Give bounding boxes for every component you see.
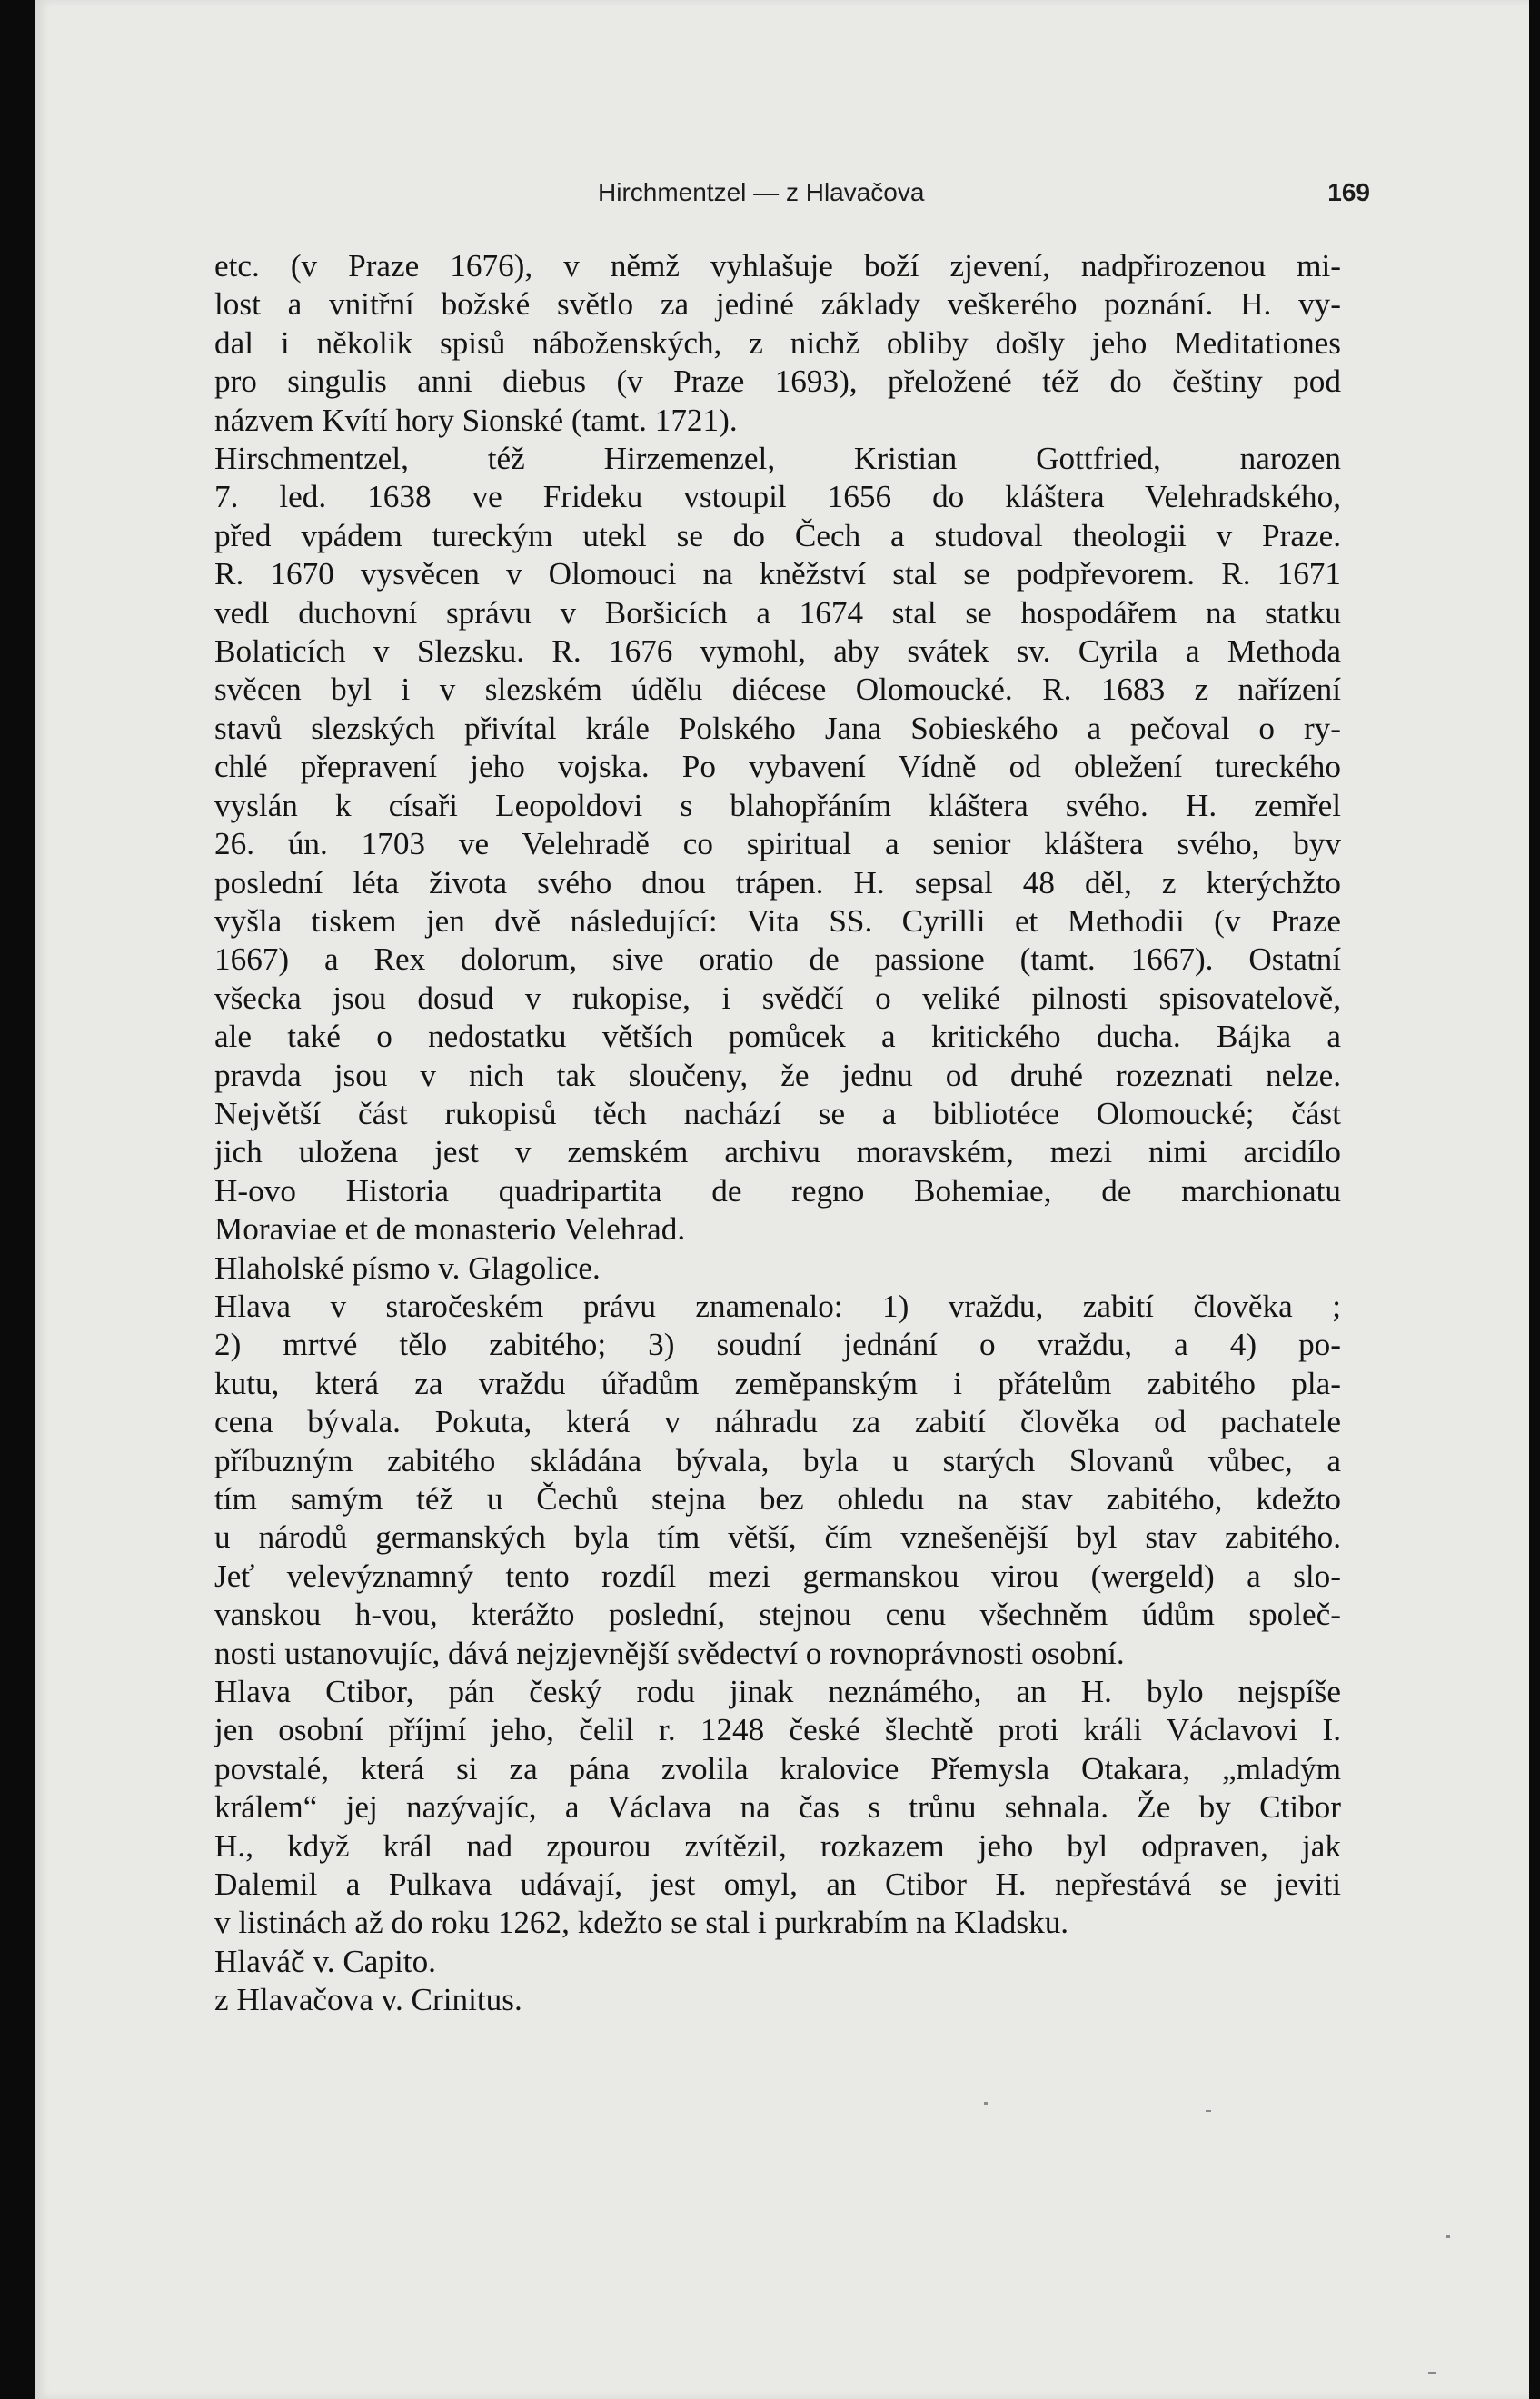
- running-header: [216, 178, 1370, 214]
- text-line: Jeť velevýznamný tento rozdíl mezi germanskou virou (wergeld) a slo-: [214, 1558, 1341, 1594]
- text-line: stavů slezských přivítal krále Polského Jana Sobieského a pečoval o ry-: [214, 710, 1341, 746]
- text-line: pravda jsou v nich tak sloučeny, že jednu od druhé rozeznati nelze.: [214, 1057, 1341, 1093]
- text-line: 26. ún. 1703 ve Velehradě co spiritual a senior kláštera svého, byv: [214, 826, 1341, 862]
- scan-speck: [1428, 2372, 1436, 2374]
- text-line: vanskou h-vou, kterážto poslední, stejnou cenu všechněm údům společ-: [214, 1597, 1341, 1633]
- entry-hirschmentzel: Hirschmentzel, též Hirzemenzel, Kristian Gottfried, narozen: [214, 441, 1341, 477]
- scan-speck: [984, 2102, 988, 2105]
- text-line: králem“ jej nazývajíc, a Václava na čas s trůnu sehnala. Že by Ctibor: [214, 1789, 1341, 1826]
- entry-hlava-ctibor: Hlava Ctibor, pán český rodu jinak neznámého, an H. bylo nejspíše: [214, 1674, 1341, 1710]
- text-line: R. 1670 vysvěcen v Olomouci na kněžství stal se podpřevorem. R. 1671: [214, 556, 1341, 592]
- text-line: lost a vnitřní božské světlo za jediné základy veškerého poznání. H. vy-: [214, 286, 1341, 323]
- text-line: Bolaticích v Slezsku. R. 1676 vymohl, aby svátek sv. Cyrila a Methoda: [214, 633, 1341, 670]
- text-line: před vpádem tureckým utekl se do Čech a studoval theologii v Praze.: [214, 517, 1341, 553]
- page-number: 169: [1327, 178, 1370, 206]
- text-line: vedl duchovní správu v Boršicích a 1674 stal se hospodářem na statku: [214, 594, 1341, 631]
- body-text: [214, 247, 1341, 2020]
- text-line: Největší část rukopisů těch nachází se a bibliotéce Olomoucké; část: [214, 1095, 1341, 1131]
- text-line: 7. led. 1638 ve Frideku vstoupil 1656 do kláštera Velehradského,: [214, 479, 1341, 515]
- page: [35, 0, 1529, 2399]
- scan-speck: [1206, 2110, 1211, 2112]
- text-line: vyslán k císaři Leopoldovi s blahopřáním kláštera svého. H. zemřel: [214, 787, 1341, 823]
- text-line: jen osobní příjmí jeho, čelil r. 1248 české šlechtě proti králi Václavovi I.: [214, 1712, 1341, 1748]
- text-line: vyšla tiskem jen dvě následující: Vita SS. Cyrilli et Methodii (v Praze: [214, 902, 1341, 939]
- text-line: kutu, která za vraždu úřadům zeměpanským i přátelům zabitého pla-: [214, 1365, 1341, 1401]
- scan-speck: [1446, 2235, 1450, 2238]
- text-line: názvem Kvítí hory Sionské (tamt. 1721).: [214, 402, 738, 438]
- text-line: 2) mrtvé tělo zabitého; 3) soudní jednání o vraždu, a 4) po-: [214, 1327, 1341, 1363]
- text-line: u národů germanských byla tím větší, čím vznešenější byl stav zabitého.: [214, 1519, 1341, 1556]
- text-line: svěcen byl i v slezském údělu diécese Olomoucké. R. 1683 z nařízení: [214, 672, 1341, 708]
- text-line: 1667) a Rex dolorum, sive oratio de passione (tamt. 1667). Ostatní: [214, 941, 1341, 978]
- text-line: H., když král nad zpourou zvítězil, rozkazem jeho byl odpraven, jak: [214, 1827, 1341, 1864]
- text-line: povstalé, která si za pána zvolila kralovice Přemysla Otakara, „mladým: [214, 1750, 1341, 1787]
- text-line: etc. (v Praze 1676), v němž vyhlašuje boží zjevení, nadpřirozenou mi-: [214, 248, 1341, 284]
- running-title: Hirchmentzel — z Hlavačova: [598, 178, 925, 206]
- text-line: v listinách až do roku 1262, kdežto se stal i purkrabím na Kladsku.: [214, 1905, 1069, 1941]
- text-line: chlé přepravení jeho vojska. Po vybavení Vídně od obležení tureckého: [214, 749, 1341, 785]
- text-line: H-ovo Historia quadripartita de regno Bohemiae, de marchionatu: [214, 1172, 1341, 1209]
- text-line: tím samým též u Čechů stejna bez ohledu na stav zabitého, kdežto: [214, 1481, 1341, 1517]
- text-line: pro singulis anni diebus (v Praze 1693), přeložené též do češtiny pod: [214, 363, 1341, 400]
- text-line: nosti ustanovujíc, dává nejzjevnější svědectví o rovnoprávnosti osobní.: [214, 1635, 1125, 1671]
- text-line: dal i několik spisů náboženských, z nichž obliby došly jeho Meditationes: [214, 324, 1341, 361]
- text-line: všecka jsou dosud v rukopise, i svědčí o veliké pilnosti spisovatelově,: [214, 980, 1341, 1016]
- entry-hlaholske-pismo: Hlaholské písmo v. Glagolice.: [214, 1249, 601, 1286]
- text-line: ale také o nedostatku větších pomůcek a kritického ducha. Bájka a: [214, 1019, 1341, 1055]
- text-line: Dalemil a Pulkava udávají, jest omyl, an Ctibor H. nepřestává se jeviti: [214, 1866, 1341, 1903]
- text-line: Moraviae et de monasterio Velehrad.: [214, 1211, 686, 1248]
- entry-z-hlavacova: z Hlavačova v. Crinitus.: [214, 1982, 522, 2018]
- entry-hlava: Hlava v staročeském právu znamenalo: 1) vraždu, zabití člověka ;: [214, 1288, 1341, 1324]
- text-line: poslední léta života svého dnou trápen. H. sepsal 48 děl, z kterýchžto: [214, 864, 1341, 901]
- text-line: jich uložena jest v zemském archivu moravském, mezi nimi arcidílo: [214, 1134, 1341, 1170]
- text-line: příbuzným zabitého skládána bývala, byla u starých Slovanů vůbec, a: [214, 1442, 1341, 1478]
- text-line: cena bývala. Pokuta, která v náhradu za zabití člověka od pachatele: [214, 1404, 1341, 1440]
- entry-hlavac: Hlaváč v. Capito.: [214, 1943, 436, 1979]
